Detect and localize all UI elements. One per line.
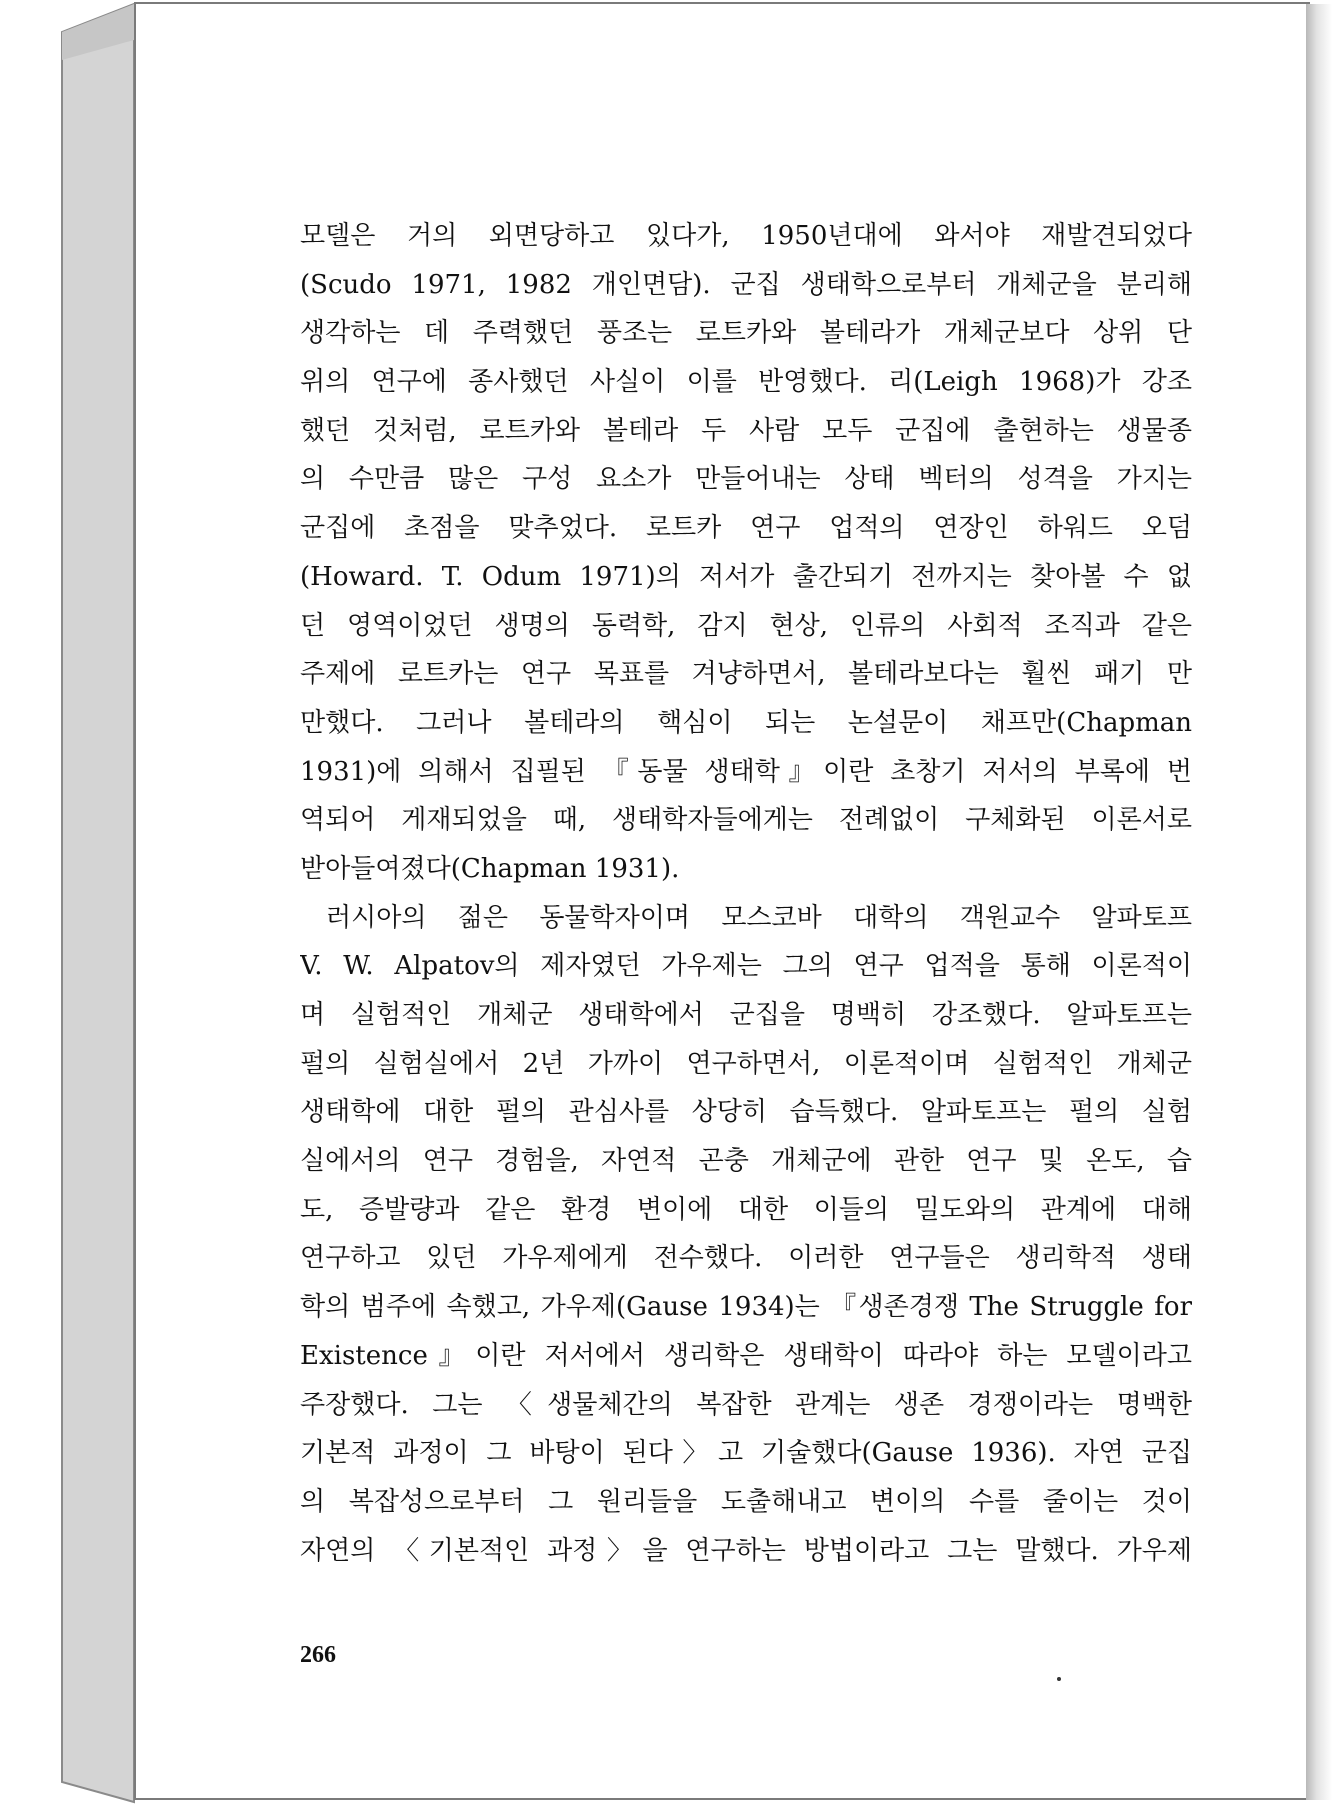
text-line: 만했다. 그러나 볼테라의 핵심이 되는 논설문이 채프만(Chapman <box>300 707 1192 738</box>
text-line: 했던 것처럼, 로트카와 볼테라 두 사람 모두 군집에 출현하는 생물종 <box>300 415 1192 446</box>
text-line: Existence』이란 저서에서 생리학은 생태학이 따라야 하는 모델이라고 <box>300 1340 1192 1371</box>
text-line: 역되어 게재되었을 때, 생태학자들에게는 전례없이 구체화된 이론서로 <box>300 805 1192 836</box>
text-line: 연구하고 있던 가우제에게 전수했다. 이러한 연구들은 생리학적 생태 <box>300 1243 1192 1274</box>
text-line: 주장했다. 그는 〈생물체간의 복잡한 관계는 생존 경쟁이라는 명백한 <box>300 1389 1192 1420</box>
text-line: 자연의 〈기본적인 과정〉을 연구하는 방법이라고 그는 말했다. 가우제 <box>300 1535 1192 1566</box>
text-line: 모델은 거의 외면당하고 있다가, 1950년대에 와서야 재발견되었다 <box>300 221 1192 251</box>
text-line: 생각하는 데 주력했던 풍조는 로트카와 볼테라가 개체군보다 상위 단 <box>300 318 1192 349</box>
text-line: 실에서의 연구 경험을, 자연적 곤충 개체군에 관한 연구 및 온도, 습 <box>300 1146 1192 1177</box>
text-line: 러시아의 젊은 동물학자이며 모스코바 대학의 객원교수 알파토프 <box>326 902 1192 933</box>
text-line: 의 복잡성으로부터 그 원리들을 도출해내고 변이의 수를 줄이는 것이 <box>300 1486 1192 1517</box>
text-line: 위의 연구에 종사했던 사실이 이를 반영했다. 리(Leigh 1968)가 강조 <box>300 367 1192 398</box>
text-line: 의 수만큼 많은 구성 요소가 만들어내는 상태 벡터의 성격을 가지는 <box>300 464 1192 495</box>
text-line: (Scudo 1971, 1982 개인면담). 군집 생태학으로부터 개체군을 분리해 <box>300 269 1192 300</box>
text-line: 며 실험적인 개체군 생태학에서 군집을 명백히 강조했다. 알파토프는 <box>300 1000 1192 1030</box>
text-line: 기본적 과정이 그 바탕이 된다〉고 기술했다(Gause 1936). 자연 군집 <box>300 1438 1192 1469</box>
text-line: 도, 증발량과 같은 환경 변이에 대한 이들의 밀도와의 관계에 대해 <box>300 1194 1192 1225</box>
text-line: 생태학에 대한 펄의 관심사를 상당히 습득했다. 알파토프는 펄의 실험 <box>300 1097 1192 1128</box>
text-line: 주제에 로트카는 연구 목표를 겨냥하면서, 볼테라보다는 훨씬 패기 만 <box>300 659 1192 690</box>
text-line: V. W. Alpatov의 제자였던 가우제는 그의 연구 업적을 통해 이론적이 <box>300 951 1192 982</box>
text-line: 학의 범주에 속했고, 가우제(Gause 1934)는 『생존경쟁 The Struggle for <box>300 1292 1192 1323</box>
body-text <box>300 212 1192 1575</box>
text-line: 던 영역이었던 생명의 동력학, 감지 현상, 인류의 사회적 조직과 같은 <box>300 610 1192 641</box>
text-line: (Howard. T. Odum 1971)의 저서가 출간되기 전까지는 찾아볼 수 없 <box>300 561 1192 592</box>
print-speck <box>1057 1677 1061 1681</box>
book-side-edge <box>0 0 140 1806</box>
text-line: 군집에 초점을 맞추었다. 로트카 연구 업적의 연장인 하워드 오덤 <box>300 513 1192 544</box>
page-number: 266 <box>300 1642 336 1668</box>
page-edge-shadow <box>1306 4 1332 1800</box>
text-line: 펄의 실험실에서 2년 가까이 연구하면서, 이론적이며 실험적인 개체군 <box>300 1048 1192 1079</box>
text-line: 1931)에 의해서 집필된 『동물 생태학』이란 초창기 저서의 부록에 번 <box>300 756 1192 787</box>
text-line: 받아들여졌다(Chapman 1931). <box>300 853 680 884</box>
